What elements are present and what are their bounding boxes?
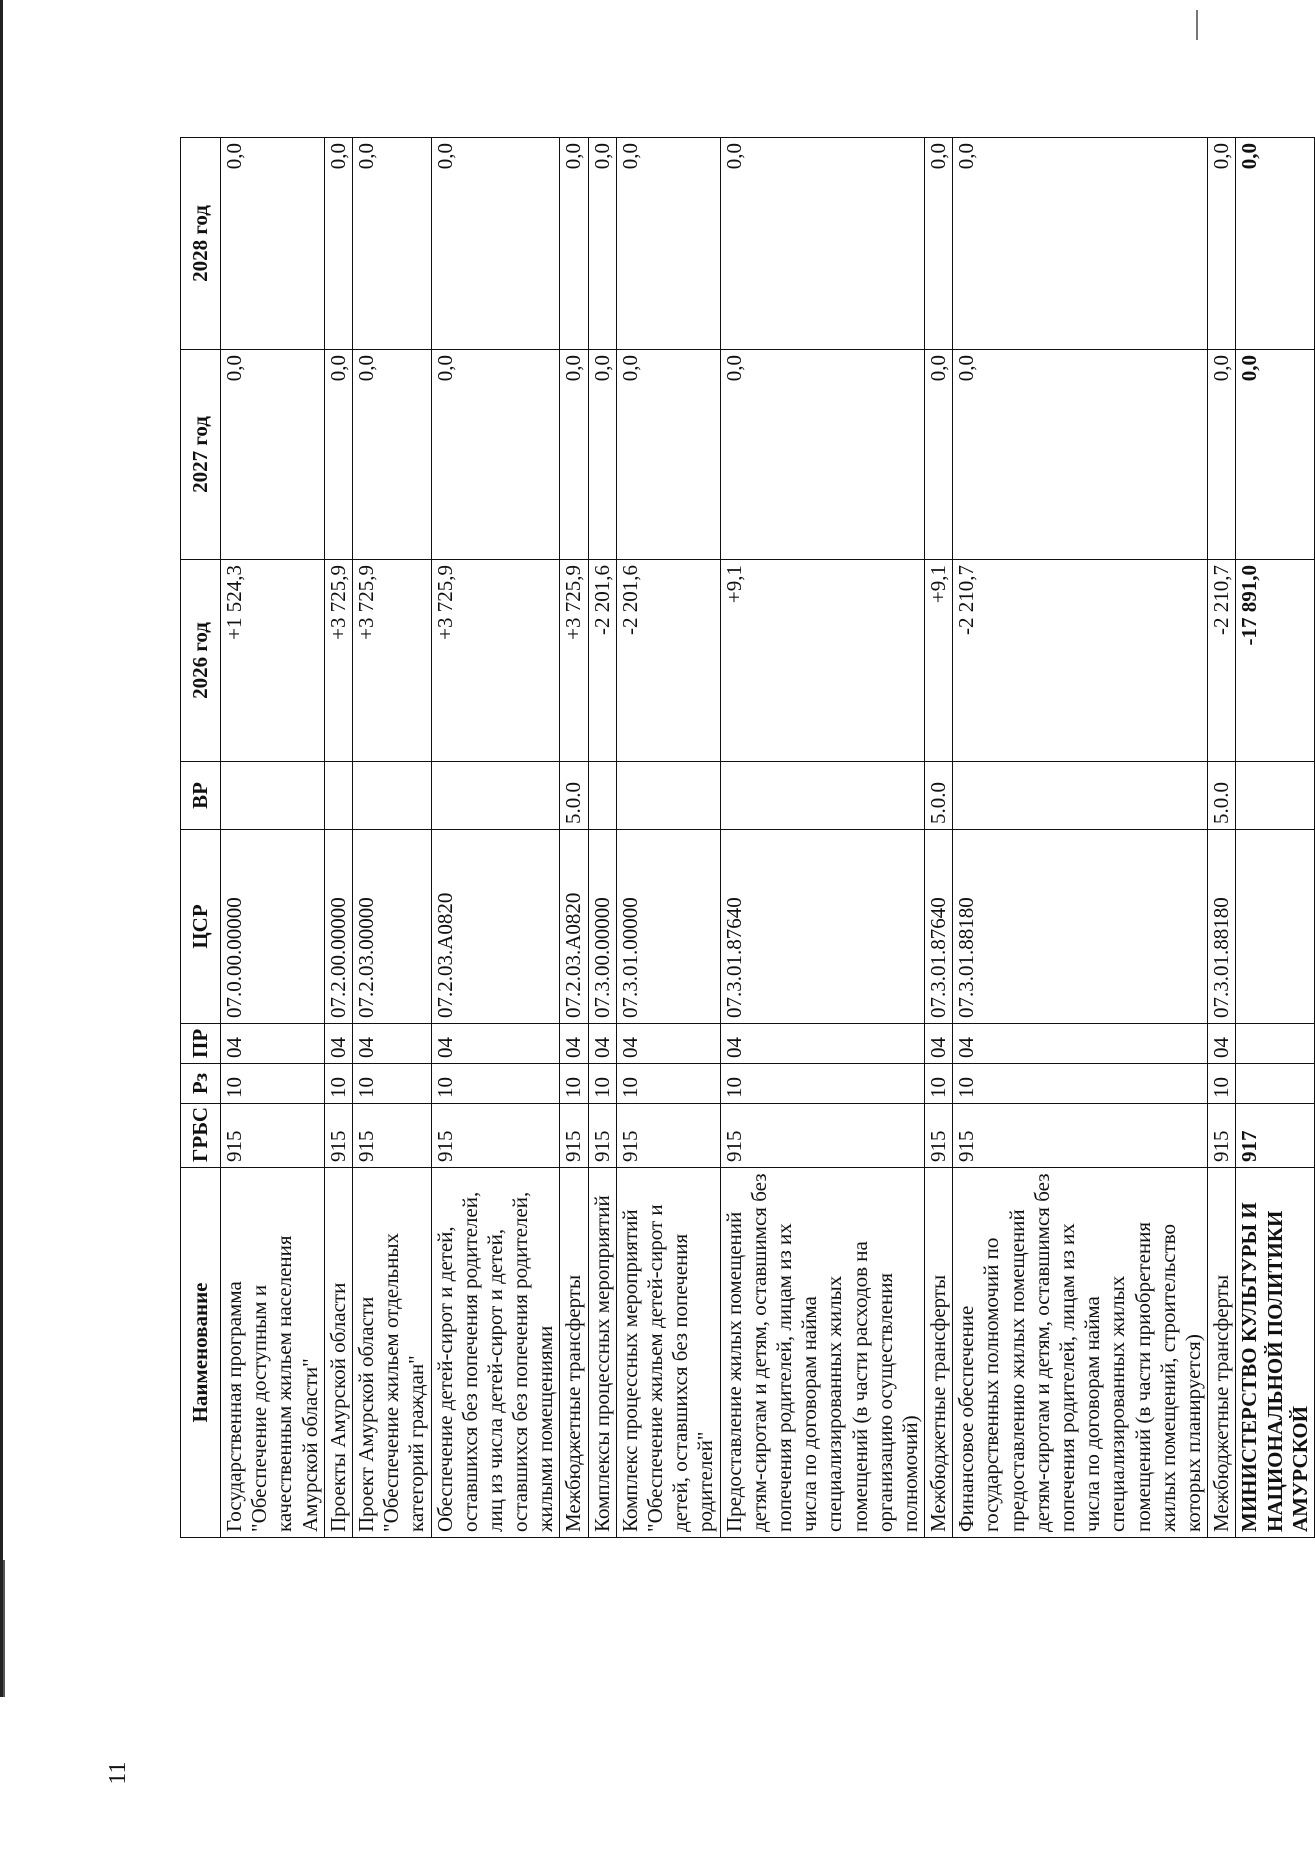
table-row (953, 138, 1208, 1538)
page-number: 11 (105, 1761, 131, 1785)
cell-csr: 07.3.01.87640 (720, 830, 925, 1024)
cell-2028: 0,0 (352, 138, 431, 350)
cell-2027: 0,0 (720, 350, 925, 560)
cell-rz: 10 (953, 1064, 1208, 1104)
scan-edge-left (0, 0, 3, 1697)
table-row (221, 138, 325, 1538)
cell-grbs: 917 (1236, 1104, 1315, 1168)
cell-2028: 0,0 (616, 138, 720, 350)
header-grbs: ГРБС (181, 1104, 221, 1168)
cell-name: Проект Амурской области "Обеспечение жильем отдельных категорий граждан" (352, 1168, 431, 1538)
cell-2027: 0,0 (616, 350, 720, 560)
cell-grbs: 915 (616, 1104, 720, 1168)
cell-grbs: 915 (560, 1104, 588, 1168)
cell-vr (1236, 762, 1315, 830)
cell-rz (1236, 1064, 1315, 1104)
cell-csr: 07.2.03.А0820 (431, 830, 560, 1024)
cell-2027: 0,0 (352, 350, 431, 560)
table-row (925, 138, 953, 1538)
cell-pr: 04 (324, 1024, 352, 1064)
cell-csr: 07.2.03.00000 (352, 830, 431, 1024)
cell-name: Комплексы процессных мероприятий (588, 1168, 616, 1538)
cell-vr: 5.0.0 (925, 762, 953, 830)
cell-2028: 0,0 (588, 138, 616, 350)
cell-name: Межбюджетные трансферты (1208, 1168, 1236, 1538)
cell-2027: 0,0 (431, 350, 560, 560)
cell-2026: -2 210,7 (953, 560, 1208, 762)
table-row (431, 138, 560, 1538)
cell-csr: 07.3.00.00000 (588, 830, 616, 1024)
cell-vr: 5.0.0 (1208, 762, 1236, 830)
cell-rz: 10 (925, 1064, 953, 1104)
cell-grbs: 915 (352, 1104, 431, 1168)
cell-vr (720, 762, 925, 830)
table-row (560, 138, 588, 1538)
cell-csr: 07.2.00.00000 (324, 830, 352, 1024)
cell-2028: 0,0 (720, 138, 925, 350)
cell-name: Государственная программа "Обеспечение доступным и качественным жильем населения Амурской области" (221, 1168, 325, 1538)
header-vr: ВР (181, 762, 221, 830)
cell-2026: -2 210,7 (1208, 560, 1236, 762)
cell-csr: 07.3.01.00000 (616, 830, 720, 1024)
cell-2028: 0,0 (431, 138, 560, 350)
cell-2026: +3 725,9 (431, 560, 560, 762)
cell-rz: 10 (431, 1064, 560, 1104)
table-row (588, 138, 616, 1538)
cell-rz: 10 (1208, 1064, 1236, 1104)
cell-2028: 0,0 (560, 138, 588, 350)
cell-rz: 10 (352, 1064, 431, 1104)
cell-grbs: 915 (925, 1104, 953, 1168)
cell-grbs: 915 (1208, 1104, 1236, 1168)
cell-grbs: 915 (221, 1104, 325, 1168)
header-2028: 2028 год (181, 138, 221, 350)
cell-vr (588, 762, 616, 830)
cell-2026: +9,1 (925, 560, 953, 762)
cell-2027: 0,0 (221, 350, 325, 560)
cell-pr: 04 (221, 1024, 325, 1064)
cell-name: Межбюджетные трансферты (560, 1168, 588, 1538)
cell-2026: +1 524,3 (221, 560, 325, 762)
table-row (720, 138, 925, 1538)
header-csr: ЦСР (181, 830, 221, 1024)
cell-pr (1236, 1024, 1315, 1064)
scan-mark (1196, 10, 1198, 40)
cell-2027: 0,0 (588, 350, 616, 560)
cell-2026: -2 201,6 (588, 560, 616, 762)
cell-vr (431, 762, 560, 830)
cell-pr: 04 (560, 1024, 588, 1064)
cell-grbs: 915 (953, 1104, 1208, 1168)
header-2027: 2027 год (181, 350, 221, 560)
cell-csr: 07.3.01.87640 (925, 830, 953, 1024)
cell-2028: 0,0 (1236, 138, 1315, 350)
cell-name: Финансовое обеспечение государственных полномочий по предоставлению жилых помещений детям-сиротам и детям, оставшимся без попечения родителей, лицам из их числа по договорам найма специализированных жилых помещений (в части приобретения жилых помещений, строительство которых планируется) (953, 1168, 1208, 1538)
cell-2027: 0,0 (953, 350, 1208, 560)
table-header-row (181, 138, 221, 1538)
cell-csr: 07.2.03.А0820 (560, 830, 588, 1024)
cell-grbs: 915 (720, 1104, 925, 1168)
cell-2026: -2 201,6 (616, 560, 720, 762)
cell-pr: 04 (616, 1024, 720, 1064)
cell-csr (1236, 830, 1315, 1024)
cell-csr: 07.3.01.88180 (1208, 830, 1236, 1024)
cell-grbs: 915 (431, 1104, 560, 1168)
cell-pr: 04 (953, 1024, 1208, 1064)
cell-pr: 04 (431, 1024, 560, 1064)
header-rz: Рз (181, 1064, 221, 1104)
cell-2026: +9,1 (720, 560, 925, 762)
cell-2027: 0,0 (1208, 350, 1236, 560)
cell-rz: 10 (324, 1064, 352, 1104)
cell-2028: 0,0 (324, 138, 352, 350)
cell-name: Предоставление жилых помещений детям-сиротам и детям, оставшимся без попечения родителей, лицам из их числа по договорам найма специализированных жилых помещений (в части расходов на организацию осуществления полномочий) (720, 1168, 925, 1538)
cell-pr: 04 (588, 1024, 616, 1064)
cell-2026: +3 725,9 (352, 560, 431, 762)
cell-vr (221, 762, 325, 830)
cell-2028: 0,0 (1208, 138, 1236, 350)
cell-csr: 07.0.00.00000 (221, 830, 325, 1024)
cell-name: Проекты Амурской области (324, 1168, 352, 1538)
cell-grbs: 915 (588, 1104, 616, 1168)
cell-rz: 10 (588, 1064, 616, 1104)
cell-rz: 10 (221, 1064, 325, 1104)
cell-name: Межбюджетные трансферты (925, 1168, 953, 1538)
header-pr: ПР (181, 1024, 221, 1064)
header-name: Наименование (181, 1168, 221, 1538)
table-row-total (1236, 138, 1315, 1538)
cell-vr (324, 762, 352, 830)
cell-pr: 04 (1208, 1024, 1236, 1064)
cell-2026: +3 725,9 (324, 560, 352, 762)
cell-rz: 10 (720, 1064, 925, 1104)
cell-2026: +3 725,9 (560, 560, 588, 762)
table-row (1208, 138, 1236, 1538)
cell-2027: 0,0 (1236, 350, 1315, 560)
scan-edge-shadow (3, 1560, 5, 1697)
cell-2027: 0,0 (324, 350, 352, 560)
table-row (616, 138, 720, 1538)
header-2026: 2026 год (181, 560, 221, 762)
cell-vr (352, 762, 431, 830)
cell-vr (616, 762, 720, 830)
table-row (352, 138, 431, 1538)
cell-pr: 04 (352, 1024, 431, 1064)
cell-2028: 0,0 (925, 138, 953, 350)
cell-2026: -17 891,0 (1236, 560, 1315, 762)
cell-vr (953, 762, 1208, 830)
cell-2028: 0,0 (221, 138, 325, 350)
cell-csr: 07.3.01.88180 (953, 830, 1208, 1024)
cell-grbs: 915 (324, 1104, 352, 1168)
cell-pr: 04 (720, 1024, 925, 1064)
cell-vr: 5.0.0 (560, 762, 588, 830)
cell-rz: 10 (616, 1064, 720, 1104)
budget-table (180, 137, 1315, 1538)
cell-name: МИНИСТЕРСТВО КУЛЬТУРЫ И НАЦИОНАЛЬНОЙ ПОЛИТИКИ АМУРСКОЙ (1236, 1168, 1315, 1538)
cell-name: Обеспечение детей-сирот и детей, оставшихся без попечения родителей, лиц из числа детей-сирот и детей, оставшихся без попечения родителей, жилыми помещениями (431, 1168, 560, 1538)
rotated-table-container (180, 138, 1312, 1538)
cell-name: Комплекс процессных мероприятий "Обеспечение жильем детей-сирот и детей, оставшихся без попечения родителей" (616, 1168, 720, 1538)
cell-2027: 0,0 (925, 350, 953, 560)
cell-2028: 0,0 (953, 138, 1208, 350)
table-row (324, 138, 352, 1538)
cell-2027: 0,0 (560, 350, 588, 560)
cell-pr: 04 (925, 1024, 953, 1064)
cell-rz: 10 (560, 1064, 588, 1104)
